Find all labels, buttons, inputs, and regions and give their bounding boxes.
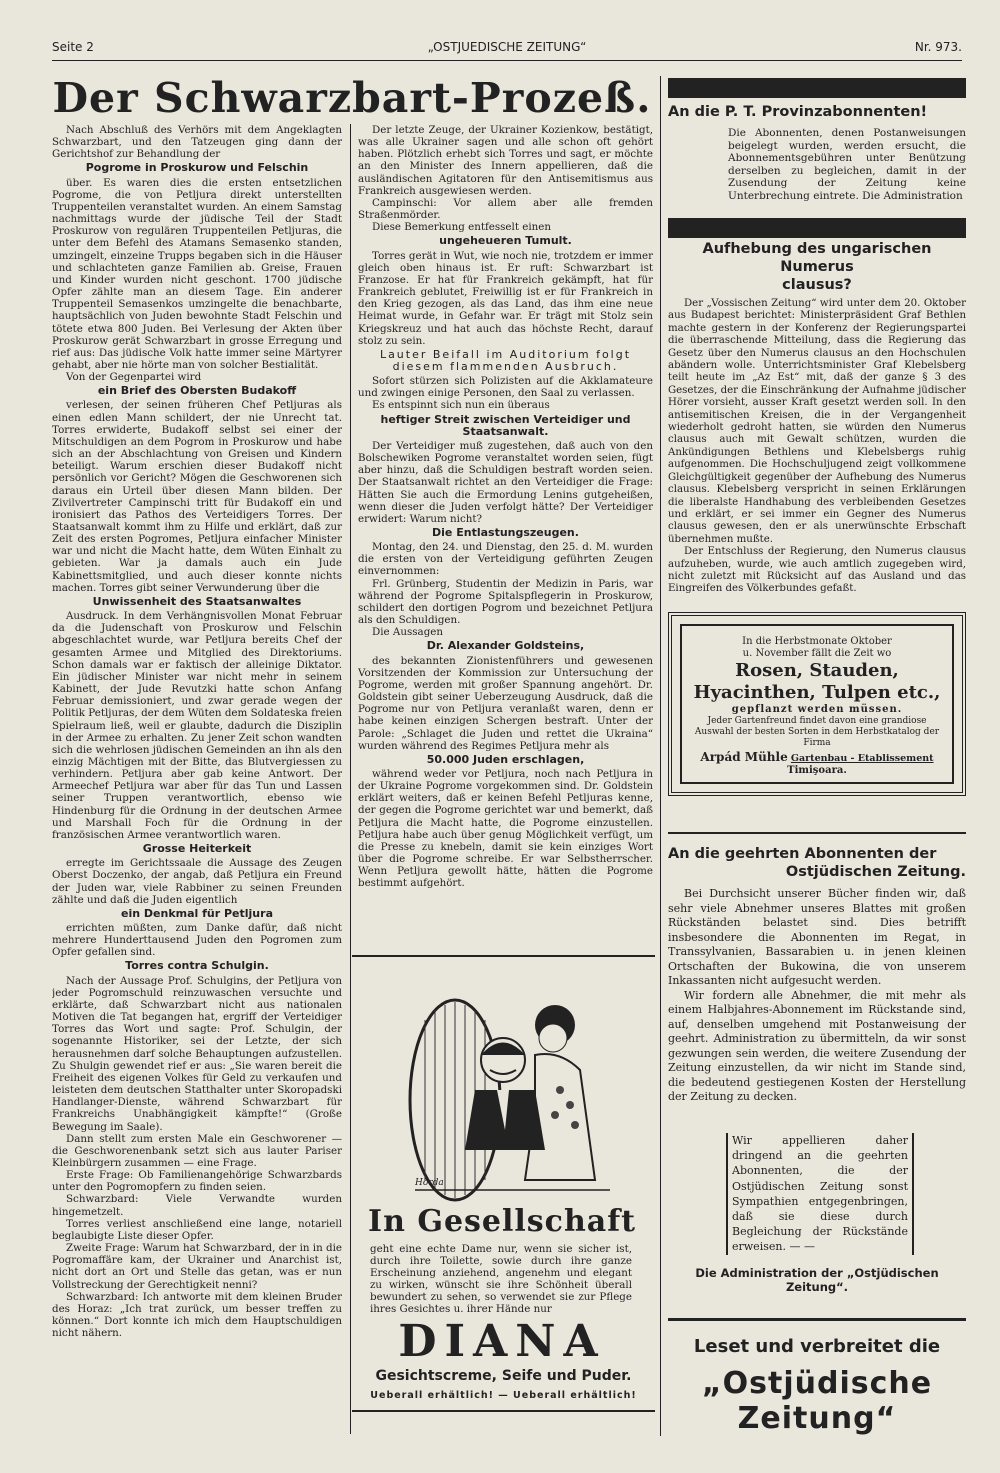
paragraph: Frl. Grünberg, Studentin der Medizin in Paris, war während der Pogrome Spitalspflegerin in Proskurow, schildert den dortigen Pogrom und bezeichnet Petljura als den Schuldigen. [358, 577, 653, 627]
promo-line-2: „Ostjüdische Zeitung“ [701, 1366, 933, 1436]
ad-body: geht eine echte Dame nur, wenn sie sicher ist, durch ihre Toilette, sowie durch ihre ganze Erscheinung anziehend, angenehm und elegant zu wirken, wünscht sie ihre Schönheit überall bewundert zu sehen, so verwendet sie zur Pflege ihres Gesichtes u. ihrer Hände nur [370, 1243, 632, 1315]
column-divider [350, 124, 351, 1434]
subheading: heftiger Streit zwischen Verteidiger und Staatsanwalt. [380, 412, 631, 438]
numerus-title-1: Aufhebung des ungarischen Numerus [702, 241, 932, 275]
subheading: Dr. Alexander Goldsteins, [426, 639, 585, 653]
paragraph: Campinschi: Vor allem aber alle fremden Straßenmörder. [358, 196, 653, 222]
illustrator-signature: Horda [415, 1178, 444, 1188]
flower-ad-city: Timişoara. [787, 765, 847, 776]
flower-ad-line-3: Rosen, Stauden, [735, 660, 899, 681]
paragraph: des bekannten Zionistenführers und gewesenen Vorsitzenden der Kommission zur Untersuchung der Pogrome, werden mit großer Spannung angehört. Dr. Goldstein gibt seiner Ueberzeugung Ausdruck, daß die Pogrome nur von Petljura veranlaßt waren, denn er habe keinen einzigen Schergen bestraft. Unter der Parole: „Schlaget die Juden und rettet die Ukraina“ wurden während des Regimes Petljura mehr als [358, 654, 653, 752]
numerus-title-2: clausus? [782, 277, 852, 293]
paragraph: Der letzte Zeuge, der Ukrainer Kozienkow, bestätigt, was alle Ukrainer sagen und alle schon oft gehört haben. Plötzlich erhebt sich Torres und sagt, er möchte an den Minister des Innern appellieren, daß die ausländischen Agitatoren für den Antisemitismus aus Frankreich ausgewiesen werden. [358, 124, 653, 197]
province-notice-text: Die Abonnenten, denen Postanweisungen beigelegt wurden, werden ersucht, die Abonnementsgebühren unter Benützung derselben zu begleichen, damit in der Zusendung der Zeitung keine Unterbrechung eintrete. Die Administration [728, 127, 966, 202]
subheading: 50.000 Juden erschlagen, [426, 752, 585, 766]
province-notice-title: An die P. T. Provinzabonnenten! [668, 104, 928, 120]
paragraph: während weder vor Petljura, noch nach Petljura in der Ukraine Pogrome vorgekommen sind. Dr. Goldstein erklärt weiters, daß er keinen Befehl Petljuras kenne, der gegen die Pogrome gerichtet war und bemerkt, daß Petljura die Macht hatte, die Pogrome einzustellen. Petljura habe auch über genug Möglichkeit verfügt, um die Presse zu knebeln, damit sie kein einziges Wort über die Pogrome schreibe. Er war Selbstherrscher. Wenn Petljura gewollt hätte, hätten die Pogrome bestimmt aufgehört. [358, 767, 653, 890]
article-title: Der Schwarzbart-Prozeß. [52, 74, 652, 122]
bar-2 [668, 218, 966, 238]
subheading: ein Brief des Obersten Budakoff [97, 384, 297, 398]
paragraph: Schwarzbard: Viele Verwandte wurden hingemetzelt. [52, 1193, 342, 1218]
paragraph: erregte im Gerichtssaale die Aussage des Zeugen Oberst Doczenko, der angab, daß Petljura ein Freund der Juden war, viele Rabbiner zu seinen Freunden zählte und daß die Juden eigentlich [52, 857, 342, 906]
subheading: Pogrome in Proskurow und Felschin [85, 161, 309, 175]
numerus-article [668, 240, 966, 596]
subheading: Torres contra Schulgin. [125, 959, 269, 973]
abon-rule [668, 832, 966, 834]
paragraph: Die Aussagen [372, 626, 444, 639]
spaced-line: Lauter Beifall im Auditorium folgt diesem flammenden Ausbruch. [379, 347, 632, 373]
flower-ad-line-1: In die Herbstmonate Oktober [742, 636, 892, 647]
paragraph: Der Verteidiger muß zugestehen, daß auch von den Bolschewiken Pogrome veranstaltet worden seien, fügt aber hinzu, daß die Schuldigen bestraft worden seien. Der Staatsanwalt richtet an den Verteidiger die Frage: Hätten Sie auch die Ermordung Lenins gutgeheißen, wenn dieser die Juden verfolgt hätte? Der Verteidiger erwidert: Warum nicht? [358, 439, 653, 525]
ad-bottom-rule [352, 1410, 655, 1412]
abon-appeal-box: Wir appellieren daher dringend an die geehrten Abonnenten, die der Ostjüdischen Zeitung sonst Sympathien entgegenbringen, daß sie diese durch Begleichung der Rückstände erweisen. — — [726, 1133, 914, 1255]
page-number: Seite 2 [52, 40, 94, 54]
ad-headline: In Gesellschaft [368, 1204, 636, 1239]
paragraph: Torres gerät in Wut, wie noch nie, trotzdem er immer gleich oben hinaus ist. Er ruft: Schwarzbart ist Franzose. Er hat für Frankreich gekämpft, hat für Frankreich geblutet, Freiwillig ist er für Frankreich in den Krieg gezogen, als das Land, das ihm eine neue Heimat wurde, in Gefahr war. Er trägt mit Stolz sein Kriegskreuz und hat auch das höchste Recht, darauf stolz zu sein. [358, 249, 653, 347]
article-column-2 [358, 124, 653, 944]
paragraph: Montag, den 24. und Dienstag, den 25. d. M. wurden die ersten von der Verteidigung geführten Zeugen einvernommen: [358, 541, 653, 578]
ad-footer: Ueberall erhältlich! — Ueberall erhältlich! [370, 1390, 637, 1401]
subheading: ungeheueren Tumult. [439, 234, 572, 248]
abon-title-1: An die geehrten Abonnenten der [668, 846, 937, 862]
subheading: Unwissenheit des Staatsanwaltes [92, 594, 302, 608]
numerus-paragraph-2: Der Entschluss der Regierung, den Numerus clausus aufzuheben, wurde, wie auch amtlich zugegeben wird, nicht zuletzt mit Rücksicht auf das Ausland und das Eingreifen des Völkerbundes gefaßt. [668, 546, 966, 595]
newspaper-name: „OSTJUEDISCHE ZEITUNG“ [427, 40, 587, 54]
abon-title-2: Ostjüdischen Zeitung. [785, 864, 966, 880]
ad-brand: DIANA [398, 1316, 606, 1367]
paragraph: Ausdruck. In dem Verhängnisvollen Monat Februar da die Judenschaft von Proskurow und Felschin abgeschlachtet wurde, war Petljura bereits Chef der gesamten Armee und Mitglied des Direktoriums. Schon damals war er faktisch der alleinige Diktator. Ein jüdischer Minister war nicht mehr in seinem Kabinett, der Jude Revutzki hatte schon Anfang Februar demissioniert, und zwar gerade wegen der Politik Petljuras, der dem Wüten dem Soldateska freien Spielraum ließ, weil er glaubte, dadurch die Disziplin in der Armee zu erhalten. Zu jener Zeit schon wandten sich die wehrlosen jüdischen Gemeinden an ihn als den einzig Mächtigen mit der Bitte, das Blutvergiessen zu verhindern. Petljura aber gab keine Antwort. Der Armeechef Petljura war aber für das Tun und Lassen seiner Truppen verantwortlich, ebenso wie Hindenburg für die Ordnung in der deutschen Armee und Marshall Foch für die Ordnung in der französischen Armee verantwortlich waren. [52, 610, 342, 841]
promo-line-1: Leset und verbreitet die [693, 1336, 941, 1357]
flower-ad-line-5: gepflanzt werden müssen. [731, 704, 903, 715]
flower-ad [668, 612, 966, 796]
abonnenten-notice [668, 845, 966, 1105]
numerus-paragraph-1: Der „Vossischen Zeitung“ wird unter dem 20. Oktober aus Budapest berichtet: Ministerpräsident Graf Bethlen machte gestern in der Konferenz der Regierungspartei die überraschende Mitteilung, dass die Regierung das Gesetz über den Numerus clausus an den Hochschulen abändern wolle. Unterrichtsminister Graf Klebelsberg teilt heute im „Az Est“ mit, daß der ganze § 3 des Gesetzes, der die Einschränkung der Aufnahme jüdischer Hörer vorsieht, ausser Kraft gesetzt werden soll. In den antisemitischen Kreisen, die in der Vergangenheit wiederholt gedroht hatten, sie würden den Numerus clausus auch mit Gewalt schützen, wurden die Ankündigungen Bethlens und Klebelsbergs ruhig aufgenommen. Die Hochschuljugend zeigt vollkommene Gleichgültigkeit gegenüber der Aufhebung des Numerus clausus. Klebelsberg verspricht in seinen Erklärungen die liberalste Handhabung des verbleibenden Gesetzes und erklärt, er sei immer ein Gegner des Numerus clausus gewesen, den er als unerwünschte Erbschaft übernehmen mußte. [668, 298, 966, 545]
paragraph: Nach der Aussage Prof. Schulgins, der Petljura von jeder Pogromschuld reinzuwaschen versuchte und erklärte, daß Schwarzbart nicht aus nationalen Motiven die Tat begangen hat, ergriff der Verteidiger Torres das Wort und sagte: Prof. Schulgin, der sogenannte Historiker, sei der Letzte, der sich herausnehmen darf solche Behauptungen aufzustellen. Zu Shulgin gewendet rief er aus: „Sie waren bereit die Freiheit des eigenen Volkes für Geld zu verkaufen und leisteten dem deutschen Statthalter unter Skoropadski Handlanger-Dienste, während Schwarzbart für Frankreichs Unabhängigkeit kämpfte!“ (Große Bewegung im Saale). [52, 974, 342, 1133]
province-notice [668, 103, 966, 203]
paragraph: über. Es waren dies die ersten entsetzlichen Pogrome, die von Petljura direkt unterstellten Truppenteilen veranstaltet wurden. An einem Samstag nachmittags wurde der jüdische Teil der Stadt Proskurow von regulären Truppenteilen Petljuras, die unter dem Befehl des Atamans Semasenko standen, umzingelt, einzeine Trupps begaben sich in die Häuser und schlachteten ganze Familien ab. Greise, Frauen und Kinder wurden nicht geschont. 1700 jüdische Opfer zählte man an diesem Tage. Ein anderer Truppenteil Semasenkos umzingelte die benachbarte, hauptsächlich von Juden bewohnte Stadt Felschin und tötete etwa 800 Juden. Bei Verlesung der Akten über Proskurow gerät Schwarzbart in grosse Erregung und rief aus: Das jüdische Volk hatte immer seine Märtyrer gehabt, aber nie hörte man von solcher Bestialität. [52, 176, 342, 371]
paragraph: verlesen, der seinen früheren Chef Petljuras als einen edlen Mann schildert, der nie Unrecht tat. Torres erwiderte, Budakoff selbst sei einer der Mitschuldigen an dem Pogrom in Proskurow und habe sich an der Abschlachtung von Greisen und Kindern beteiligt. Warum erschien dieser Budakoff nicht persönlich vor Gericht? Mögen die Geschworenen sich daraus ein Urteil über diesen Mann bilden. Der Zivilvertreter Campinschi tritt für Budakoff ein und ironisiert das Pathos des Verteidigers Torres. Der Staatsanwalt kommt ihm zu Hilfe und erklärt, daß zur Zeit des ersten Pogromes, Petljura einfacher Minister war und nicht die Macht hatte, dem Wüten Einhalt zu gebieten. War ja damals auch ein Jude Kabinettsmitglied, und auch dieser konnte nichts machen. Torres gibt seiner Verwunderung über die [52, 399, 342, 594]
paragraph: Diese Bemerkung entfesselt einen [372, 221, 551, 234]
paragraph: Von der Gegenpartei wird [66, 371, 202, 384]
abon-paragraph-2: Wir fordern alle Abnehmer, die mit mehr als einem Halbjahres-Abonnement im Rückstande sind, auf, denselben umgehend mit Postanweisung der geehrt. Administration zu übermitteln, da wir sonst gezwungen sein werden, die weitere Zusendung der Zeitung einzustellen, da wir nicht im Stande sind, die bedeutend gestiegenen Kosten der Herstellung der Zeitung zu decken. [668, 988, 966, 1103]
ad-illustration [395, 980, 625, 1205]
column-divider-right [660, 76, 661, 1436]
paragraph: Zweite Frage: Warum hat Schwarzbard, der in in die Pogromaffäre kam, der Ukrainer und Anarchist ist, nicht dort an Ort und Stelle das getan, was er nun Vollstreckung der Gerechtigkeit nenni? [52, 1242, 342, 1291]
flower-ad-line-4: Hyacinthen, Tulpen etc., [693, 682, 941, 703]
paragraph: Schwarzbard: Ich antworte mit dem kleinen Bruder des Horaz: „Ich trat zurück, um besser treffen zu können.“ Dort konnte ich mich dem Hauptschuldigen nicht nähern. [52, 1290, 342, 1340]
subheading: Grosse Heiterkeit [142, 842, 252, 856]
flower-ad-line-6: Jeder Gartenfreund findet davon eine grandiose Auswahl der besten Sorten in dem Herbstkatalog der Firma [694, 716, 940, 748]
subheading: ein Denkmal für Petljura [121, 906, 273, 920]
paragraph: errichten müßten, zum Danke dafür, daß nicht mehrere Hunderttausend Juden den Pogromen zum Opfer gefallen sind. [52, 922, 342, 959]
article-column-1 [52, 124, 342, 1434]
paragraph: Torres verliest anschließend eine lange, notariell beglaubigte Liste dieser Opfer. [52, 1217, 342, 1242]
subheading: Die Entlastungszeugen. [432, 526, 579, 539]
abon-body [668, 887, 966, 1105]
abon-paragraph-1: Bei Durchsicht unserer Bücher finden wir, daß sehr viele Abnehmer unseres Blattes mit großen Rückständen belastet sind. Dies betrifft insbesondere die Abonnenten im Regat, in Transsylvanien, Bassarabien u. in jenen kleinen Ortschaften der Bukowina, die von unserem Inkassanten nicht aufgesucht werden. [668, 887, 966, 987]
paragraph: Nach Abschluß des Verhörs mit dem Angeklagten Schwarzbart, und den Tatzeugen ging dann der Gerichtshof zur Behandlung der [52, 124, 342, 161]
ad-top-rule [352, 955, 655, 957]
flower-ad-firm-name: Arpád Mühle [700, 750, 788, 764]
numerus-body [668, 298, 966, 596]
issue-number: Nr. 973. [914, 40, 962, 54]
abon-signature: Die Administration der „Ostjüdischen Zeitung“. [695, 1266, 939, 1294]
flower-ad-firm-type: Gartenbau - Etablissement [790, 753, 934, 764]
promo-rule [668, 1318, 966, 1321]
flower-ad-line-2: u. November fällt die Zeit wo [742, 648, 892, 659]
paragraph: Sofort stürzen sich Polizisten auf die Akklamateure und zwingen einige Personen, den Saal zu verlassen. [358, 375, 653, 400]
bar-1 [668, 78, 966, 98]
header-rule [52, 60, 962, 61]
ad-products: Gesichtscreme, Seife und Puder. [375, 1368, 632, 1384]
paragraph: Dann stellt zum ersten Male ein Geschworener — die Geschworenenbank setzt sich aus lauter Pariser Kleinbürgern zusammen — eine Frage. [52, 1132, 342, 1169]
paragraph: Es entspinnt sich nun ein überaus [372, 399, 550, 412]
paragraph: Erste Frage: Ob Familienangehörige Schwarzbards unter den Pogromopfern zu finden seien. [52, 1169, 342, 1194]
page-header [52, 40, 962, 58]
